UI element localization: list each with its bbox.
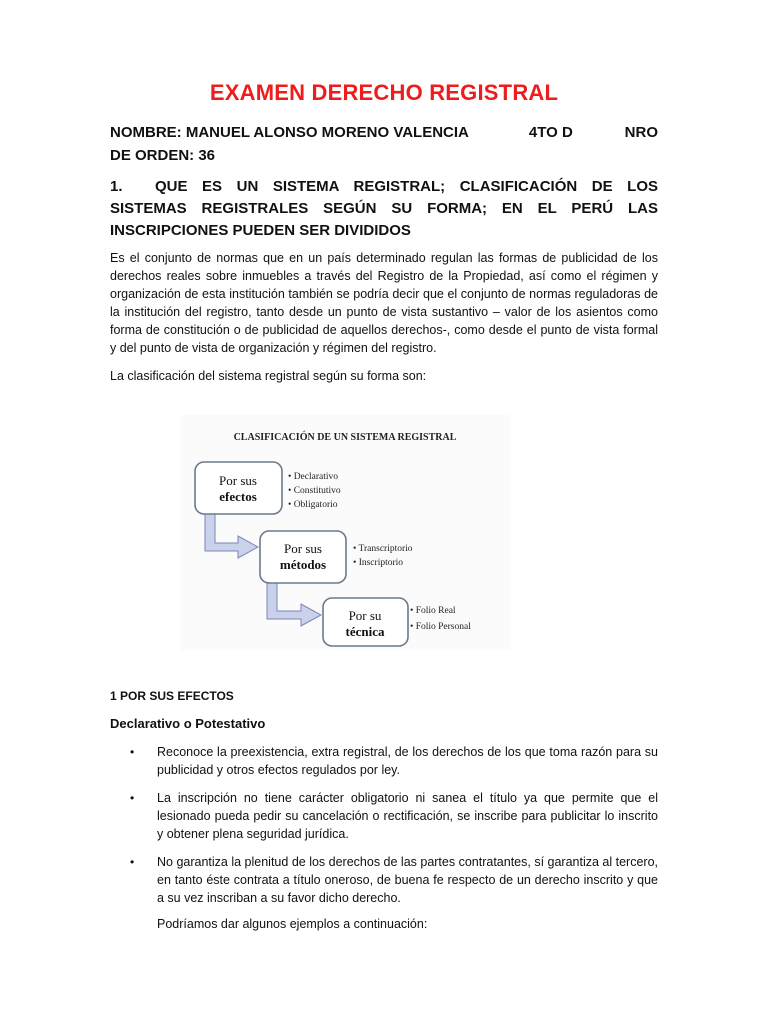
tecnica-item-2: • Folio Personal [410, 622, 471, 632]
classification-intro: La clasificación del sistema registral según su forma son: [110, 369, 427, 383]
tecnica-item-1: • Folio Real [410, 606, 456, 616]
efectos-item-1: • Declarativo [288, 472, 339, 482]
box-efectos-line2: efectos [219, 489, 257, 504]
bullet-icon: • [130, 791, 135, 805]
arrow-1 [205, 514, 258, 558]
list-item-text: No garantiza la plenitud de los derechos de las partes contratantes, sí garantiza al tercero, en tanto éste contrata a título oneroso, de buena fe respecto de un derecho inscrito y que a su vez inscriban a su favor dicho derecho. [157, 855, 658, 905]
efectos-item-3: • Obligatorio [288, 500, 338, 510]
declarativo-heading: Declarativo o Potestativo [110, 716, 266, 731]
student-name: NOMBRE: MANUEL ALONSO MORENO VALENCIA [110, 124, 469, 141]
question-1 [110, 176, 658, 242]
classification-diagram [180, 415, 510, 650]
metodos-item-1: • Transcriptorio [353, 544, 413, 554]
student-info [110, 121, 658, 167]
section-1-heading: 1 POR SUS EFECTOS [110, 689, 234, 703]
student-grade: 4TO D [528, 124, 573, 141]
box-efectos-line1: Por sus [219, 473, 257, 488]
document-title: EXAMEN DERECHO REGISTRAL [209, 80, 559, 105]
diagram-title: CLASIFICACIÓN DE UN SISTEMA REGISTRAL [233, 432, 457, 443]
diagram-svg [180, 415, 510, 650]
list-item [110, 789, 658, 843]
list-item [110, 853, 658, 907]
question-1-number: 1. [110, 178, 123, 195]
order-label: NRO [624, 124, 658, 141]
box-tecnica-line2: técnica [345, 624, 385, 639]
examples-intro: Podríamos dar algunos ejemplos a continuación: [157, 917, 428, 931]
bullet-icon: • [130, 855, 135, 869]
list-item-text: Reconoce la preexistencia, extra registral, de los derechos de los que toma razón para su publicidad y otros efectos regulados por ley. [157, 745, 658, 777]
definition-paragraph: Es el conjunto de normas que en un país determinado regulan las formas de publicidad de los derechos reales sobre inmuebles a través del Registro de la Propiedad, así como el régimen y organización de esta institución también se podría decir que el conjunto de normas reguladoras de la institución del registro, tanto desde un punto de vista sustantivo – valor de los asientos como forma de constitución o de publicidad de aquellos derechos-, como desde el punto de vista formal y del punto de vista de organización y régimen del registro. [110, 251, 658, 355]
declarativo-bullet-list [110, 743, 658, 917]
box-tecnica-line1: Por su [348, 608, 382, 623]
efectos-item-2: • Constitutivo [288, 486, 341, 496]
box-efectos [195, 462, 282, 514]
box-metodos-line2: métodos [279, 557, 327, 572]
arrow-2 [267, 583, 321, 626]
list-item [110, 743, 658, 779]
bullet-icon: • [130, 745, 135, 759]
list-item-text: La inscripción no tiene carácter obligatorio ni sanea el título ya que permite que el lesionado pueda pedir su cancelación o rectificación, se inscribe para publicitar lo inscrito y obtener plena seguridad jurídica. [157, 791, 658, 841]
metodos-item-2: • Inscriptorio [353, 558, 404, 568]
box-metodos-line1: Por sus [284, 541, 322, 556]
question-1-text: QUE ES UN SISTEMA REGISTRAL; CLASIFICACIÓN DE LOS SISTEMAS REGISTRALES SEGÚN SU FORMA; EN EL PERÚ LAS INSCRIPCIONES PUEDEN SER DIVIDIDOS [110, 178, 658, 239]
order-number: DE ORDEN: 36 [110, 147, 216, 164]
